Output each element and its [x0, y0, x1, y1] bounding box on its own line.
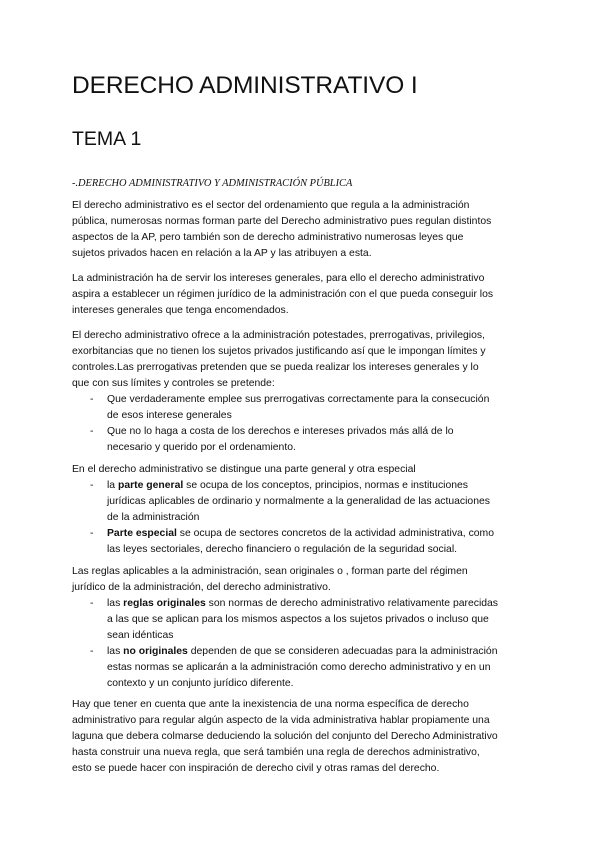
- text-run: se ocupa de los conceptos, principios, normas e instituciones: [183, 480, 468, 491]
- paragraph-reglas: [72, 564, 532, 596]
- text-run: las: [107, 598, 124, 609]
- term-no-originales: no originales: [123, 646, 188, 657]
- text-line: esto se puede hacer con inspiración de derecho civil y otras ramas del derecho.: [72, 763, 440, 774]
- text-line: pública, numerosas normas forman parte del Derecho administrativo pues regulan distintos: [72, 216, 492, 227]
- bullet-dash: -: [90, 426, 94, 437]
- term-reglas-originales: reglas originales: [123, 598, 206, 609]
- text-line: aspira a establecer un régimen jurídico de la administración con el que pueda conseguir los: [72, 289, 494, 300]
- list-reglas: [72, 596, 532, 692]
- list-item-no-originales: [72, 644, 532, 692]
- bullet-dash: -: [90, 480, 94, 491]
- text-line: La administración ha de servir los intereses generales, para ello el derecho administrativo: [72, 273, 485, 284]
- text-line: de la administración: [107, 512, 200, 523]
- paragraph-intereses-generales: [72, 271, 532, 319]
- list-item: [72, 392, 532, 424]
- text-line: Las reglas aplicables a la administración, sean originales o , forman parte del régimen: [72, 566, 468, 577]
- text-line: contexto y un conjunto jurídico diferente.: [107, 678, 294, 689]
- text-run: dependen de que se consideren adecuadas para la administración: [187, 646, 498, 657]
- paragraph-definition: [72, 198, 532, 262]
- text-line: laguna que debera colmarse deduciendo la solución del conjunto del Derecho Administrativo: [72, 731, 498, 742]
- text-line: Que no lo haga a costa de los derechos e intereses privados más allá de lo: [107, 426, 454, 437]
- term-parte-especial: Parte especial: [107, 528, 177, 539]
- list-controles: [72, 392, 532, 456]
- text-line: En el derecho administrativo se distingue una parte general y otra especial: [72, 464, 416, 475]
- section-heading: -.DERECHO ADMINISTRATIVO Y ADMINISTRACIÓN PÚBLICA: [72, 178, 353, 189]
- bullet-dash: -: [90, 394, 94, 405]
- text-line: El derecho administrativo es el sector del ordenamiento que regula a la administración: [72, 200, 470, 211]
- paragraph-prerrogativas: [72, 328, 532, 392]
- document-title: DERECHO ADMINISTRATIVO I: [72, 72, 418, 99]
- list-item-parte-especial: [72, 526, 532, 558]
- text-line: necesario y querido por el ordenamiento.: [107, 442, 296, 453]
- list-partes: [72, 478, 532, 558]
- text-run: la: [107, 480, 118, 491]
- paragraph-partes: [72, 462, 532, 478]
- bullet-dash: -: [90, 598, 94, 609]
- text-line: jurídicas aplicables de ordinario y normalmente a la generalidad de las actuaciones: [107, 496, 490, 507]
- bullet-dash: -: [90, 528, 94, 539]
- text-line: de esos interese generales: [107, 410, 232, 421]
- term-parte-general: parte general: [117, 480, 184, 491]
- text-line: sean idénticas: [107, 630, 174, 641]
- list-item-reglas-originales: [72, 596, 532, 644]
- bullet-dash: -: [90, 646, 94, 657]
- text-line: intereses generales que tenga encomendados.: [72, 305, 289, 316]
- text-line: controles.Las prerrogativas pretenden que se pueda realizar los intereses generales y lo: [72, 362, 479, 373]
- list-item-parte-general: [72, 478, 532, 526]
- text-line: jurídico de la administración, del derecho administrativo.: [72, 582, 331, 593]
- text-line: [107, 526, 532, 542]
- text-line: estas normas se aplicarán a la administración como derecho administrativo y en un: [107, 662, 491, 673]
- text-run: las: [107, 646, 124, 657]
- text-line: hasta construir una nueva regla, que será también una regla de derechos administrativo,: [72, 747, 480, 758]
- text-line: [107, 644, 532, 660]
- text-run: son normas de derecho administrativo relativamente parecidas: [205, 598, 499, 609]
- text-line: exorbitancias que no tienen los sujetos privados justificando así que le impongan límites y: [72, 346, 486, 357]
- paragraph-laguna: [72, 697, 532, 777]
- text-line: las leyes sectoriales, derecho financiero o regulación de la seguridad social.: [107, 544, 458, 555]
- text-line: aspectos de la AP, pero también son de derecho administrativo numerosas leyes que: [72, 232, 464, 243]
- topic-heading: TEMA 1: [72, 128, 142, 150]
- text-line: que con sus límites y controles se pretende:: [72, 378, 275, 389]
- text-line: Que verdaderamente emplee sus prerrogativas correctamente para la consecución: [107, 394, 490, 405]
- list-item: [72, 424, 532, 456]
- text-line: Hay que tener en cuenta que ante la inexistencia de una norma específica de derecho: [72, 699, 469, 710]
- text-run: se ocupa de sectores concretos de la actividad administrativa, como: [176, 528, 494, 539]
- text-line: administrativo para regular algún aspecto de la vida administrativa hablar propiamente una: [72, 715, 490, 726]
- text-line: El derecho administrativo ofrece a la administración potestades, prerrogativas, privilegios,: [72, 330, 485, 341]
- text-line: [107, 596, 532, 612]
- text-line: [107, 478, 532, 494]
- text-line: a las que se aplican para los mismos aspectos a los sujetos privados o incluso que: [107, 614, 489, 625]
- text-line: sujetos privados hacen en relación a la AP y las atribuyen a esta.: [72, 248, 372, 259]
